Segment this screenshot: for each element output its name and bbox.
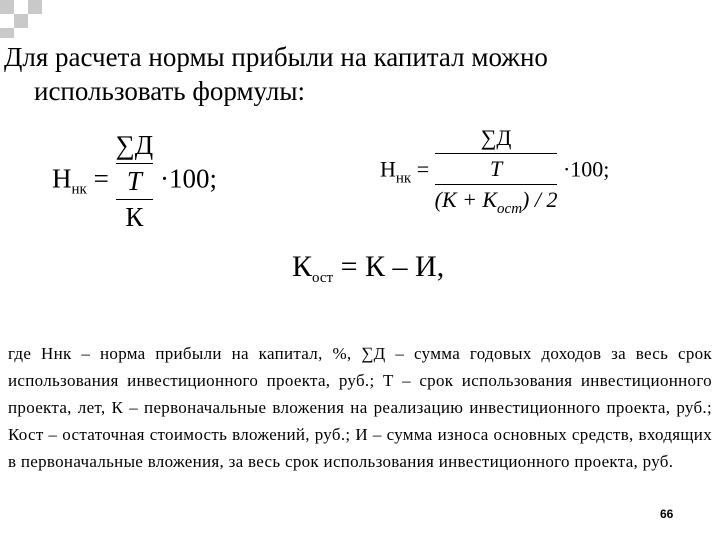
formula3-lhs: К [292, 250, 313, 283]
formula2-den-post: ) / 2 [522, 187, 558, 212]
formula2-denominator [435, 187, 558, 218]
formula1-capital: К [125, 202, 144, 232]
formula2-term: Т [489, 156, 503, 181]
formula3-lhs-sub: ост [312, 270, 334, 286]
formula1-lhs-sub: нк [71, 181, 87, 198]
formula2-den-pre: (К + К [434, 187, 498, 212]
formula-profit-rate-1 [52, 130, 217, 233]
formula1-sum-income: ∑Д [115, 130, 154, 160]
formula3-rhs: = К – И, [340, 250, 445, 283]
formula2-fraction [435, 125, 558, 218]
formula1-bar-main [116, 199, 154, 200]
formula1-lhs: Н [52, 163, 72, 194]
formula1-tail: ·100; [159, 163, 217, 194]
formula2-bar-main [435, 184, 558, 185]
formula2-den-sub: ост [497, 201, 523, 217]
formula2-eq: = [416, 156, 430, 182]
formula2-bar-top [435, 153, 558, 154]
formula2-tail: ·100; [562, 156, 610, 182]
formula1-term: Т [126, 166, 142, 196]
formula-profit-rate-2 [380, 125, 609, 218]
title-line-2: использовать формулы: [34, 76, 305, 106]
formula-residual-value [292, 250, 444, 287]
formula2-lhs: Н [380, 156, 396, 182]
title-line-1: Для расчета нормы прибыли на капитал можно [4, 42, 548, 72]
formula1-bar-top [116, 163, 154, 164]
explanation-text: где Ннк – норма прибыли на капитал, %, ∑Д – сумма годовых доходов за весь срок использования инвестиционного проекта, руб.; Т – срок использования инвестиционного проекта, лет, К – первоначальные вложения на реализацию инвестиционного проекта, руб.; Кост – остаточная стоимость вложений, руб.; И – сумма износа основных средств, входящих в первоначальные вложения, за весь срок использования инвестиционного проекта, руб. [8, 344, 712, 471]
page-number: 66 [660, 507, 674, 521]
formula1-eq: = [93, 163, 109, 194]
formula1-fraction [116, 130, 154, 233]
formula2-lhs-sub: нк [395, 170, 412, 187]
decorative-squares [0, 0, 80, 40]
slide-title [4, 40, 714, 108]
formula2-sum-income: ∑Д [480, 125, 512, 150]
